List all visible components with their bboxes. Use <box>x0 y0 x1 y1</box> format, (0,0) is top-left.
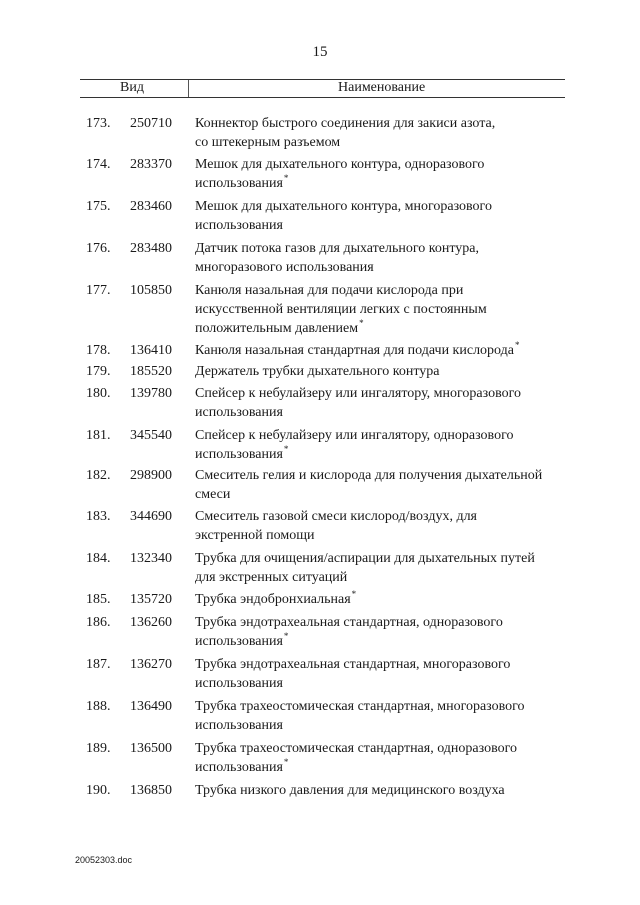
header-name: Наименование <box>338 80 426 95</box>
item-name <box>195 507 570 545</box>
item-number: 177. <box>86 283 111 298</box>
item-code: 298900 <box>130 468 172 483</box>
item-name-text: Коннектор быстрого соединения для закиси азота, со штекерным разъемом <box>195 116 496 150</box>
table-header <box>80 79 565 98</box>
item-name-text: Трубка эндотрахеальная стандартная, многоразового использования <box>195 657 511 691</box>
item-number: 187. <box>86 657 111 672</box>
item-code: 345540 <box>130 428 172 443</box>
page-number: 15 <box>312 44 328 60</box>
item-footnote-mark: * <box>283 757 289 767</box>
item-code: 139780 <box>130 386 172 401</box>
item-name <box>195 239 570 277</box>
item-name <box>195 739 570 778</box>
item-number: 182. <box>86 468 111 483</box>
item-number: 181. <box>86 428 111 443</box>
item-name <box>195 341 570 361</box>
item-name <box>195 362 570 381</box>
item-name-text: Канюля назальная для подачи кислорода при искусственной вентиляции легких с постоянным положительным давлением <box>195 283 487 336</box>
item-code: 250710 <box>130 116 172 131</box>
item-name-text: Смеситель газовой смеси кислород/воздух, для экстренной помощи <box>195 509 477 543</box>
item-name-text: Держатель трубки дыхательного контура <box>195 364 440 379</box>
item-number: 175. <box>86 199 111 214</box>
item-number: 183. <box>86 509 111 524</box>
item-name-text: Смеситель гелия и кислорода для получения дыхательной смеси <box>195 468 543 502</box>
item-name <box>195 197 570 235</box>
item-number: 188. <box>86 699 111 714</box>
item-number: 178. <box>86 343 111 358</box>
item-code: 136500 <box>130 741 172 756</box>
item-footnote-mark: * <box>359 318 364 328</box>
item-name-text: Трубка для очищения/аспирации для дыхательных путей для экстренных ситуаций <box>195 551 535 585</box>
item-name-text: Трубка низкого давления для медицинского воздуха <box>195 783 505 798</box>
item-code: 105850 <box>130 283 172 298</box>
item-name-text: Трубка эндотрахеальная стандартная, одноразового использования <box>195 615 503 649</box>
item-code: 136410 <box>130 343 172 358</box>
item-name <box>195 590 570 610</box>
item-code: 135720 <box>130 592 172 607</box>
item-number: 184. <box>86 551 111 566</box>
item-footnote-mark: * <box>283 173 289 183</box>
item-name <box>195 697 570 735</box>
item-name-text: Трубка трахеостомическая стандартная, одноразового использования <box>195 741 517 775</box>
footer-filename: 20052303.doc <box>75 855 133 865</box>
item-name-text: Мешок для дыхательного контура, многоразового использования <box>195 199 492 233</box>
item-name-text: Спейсер к небулайзеру или ингалятору, одноразового использования <box>195 428 514 462</box>
item-number: 186. <box>86 615 111 630</box>
item-name-text: Датчик потока газов для дыхательного контура, многоразового использования <box>195 241 479 275</box>
item-name-text: Спейсер к небулайзеру или ингалятору, многоразового использования <box>195 386 521 420</box>
item-code: 185520 <box>130 364 172 379</box>
item-name-text: Мешок для дыхательного контура, одноразового использования <box>195 157 485 191</box>
item-name <box>195 114 570 152</box>
item-code: 283480 <box>130 241 172 256</box>
item-number: 185. <box>86 592 111 607</box>
item-name <box>195 384 570 422</box>
item-footnote-mark: * <box>515 340 520 350</box>
item-number: 176. <box>86 241 111 256</box>
header-divider <box>188 80 189 97</box>
item-footnote-mark: * <box>283 631 289 641</box>
item-code: 344690 <box>130 509 172 524</box>
item-name <box>195 549 570 587</box>
item-code: 136490 <box>130 699 172 714</box>
item-code: 283370 <box>130 157 172 172</box>
item-name-text: Трубка эндобронхиальная <box>195 592 351 607</box>
item-name <box>195 155 570 194</box>
item-footnote-mark: * <box>283 444 289 454</box>
item-code: 132340 <box>130 551 172 566</box>
item-code: 136270 <box>130 657 172 672</box>
item-number: 180. <box>86 386 111 401</box>
item-code: 136260 <box>130 615 172 630</box>
item-number: 189. <box>86 741 111 756</box>
item-name-text: Трубка трахеостомическая стандартная, многоразового использования <box>195 699 525 733</box>
item-name <box>195 426 570 465</box>
item-number: 173. <box>86 116 111 131</box>
item-number: 179. <box>86 364 111 379</box>
item-name <box>195 281 570 339</box>
item-number: 174. <box>86 157 111 172</box>
item-code: 283460 <box>130 199 172 214</box>
item-name <box>195 466 570 504</box>
item-name <box>195 655 570 693</box>
item-name <box>195 613 570 652</box>
item-footnote-mark: * <box>351 589 357 599</box>
item-name <box>195 781 570 800</box>
item-name-text: Канюля назальная стандартная для подачи кислорода <box>195 343 514 358</box>
item-code: 136850 <box>130 783 172 798</box>
header-type: Вид <box>120 80 144 95</box>
item-number: 190. <box>86 783 111 798</box>
